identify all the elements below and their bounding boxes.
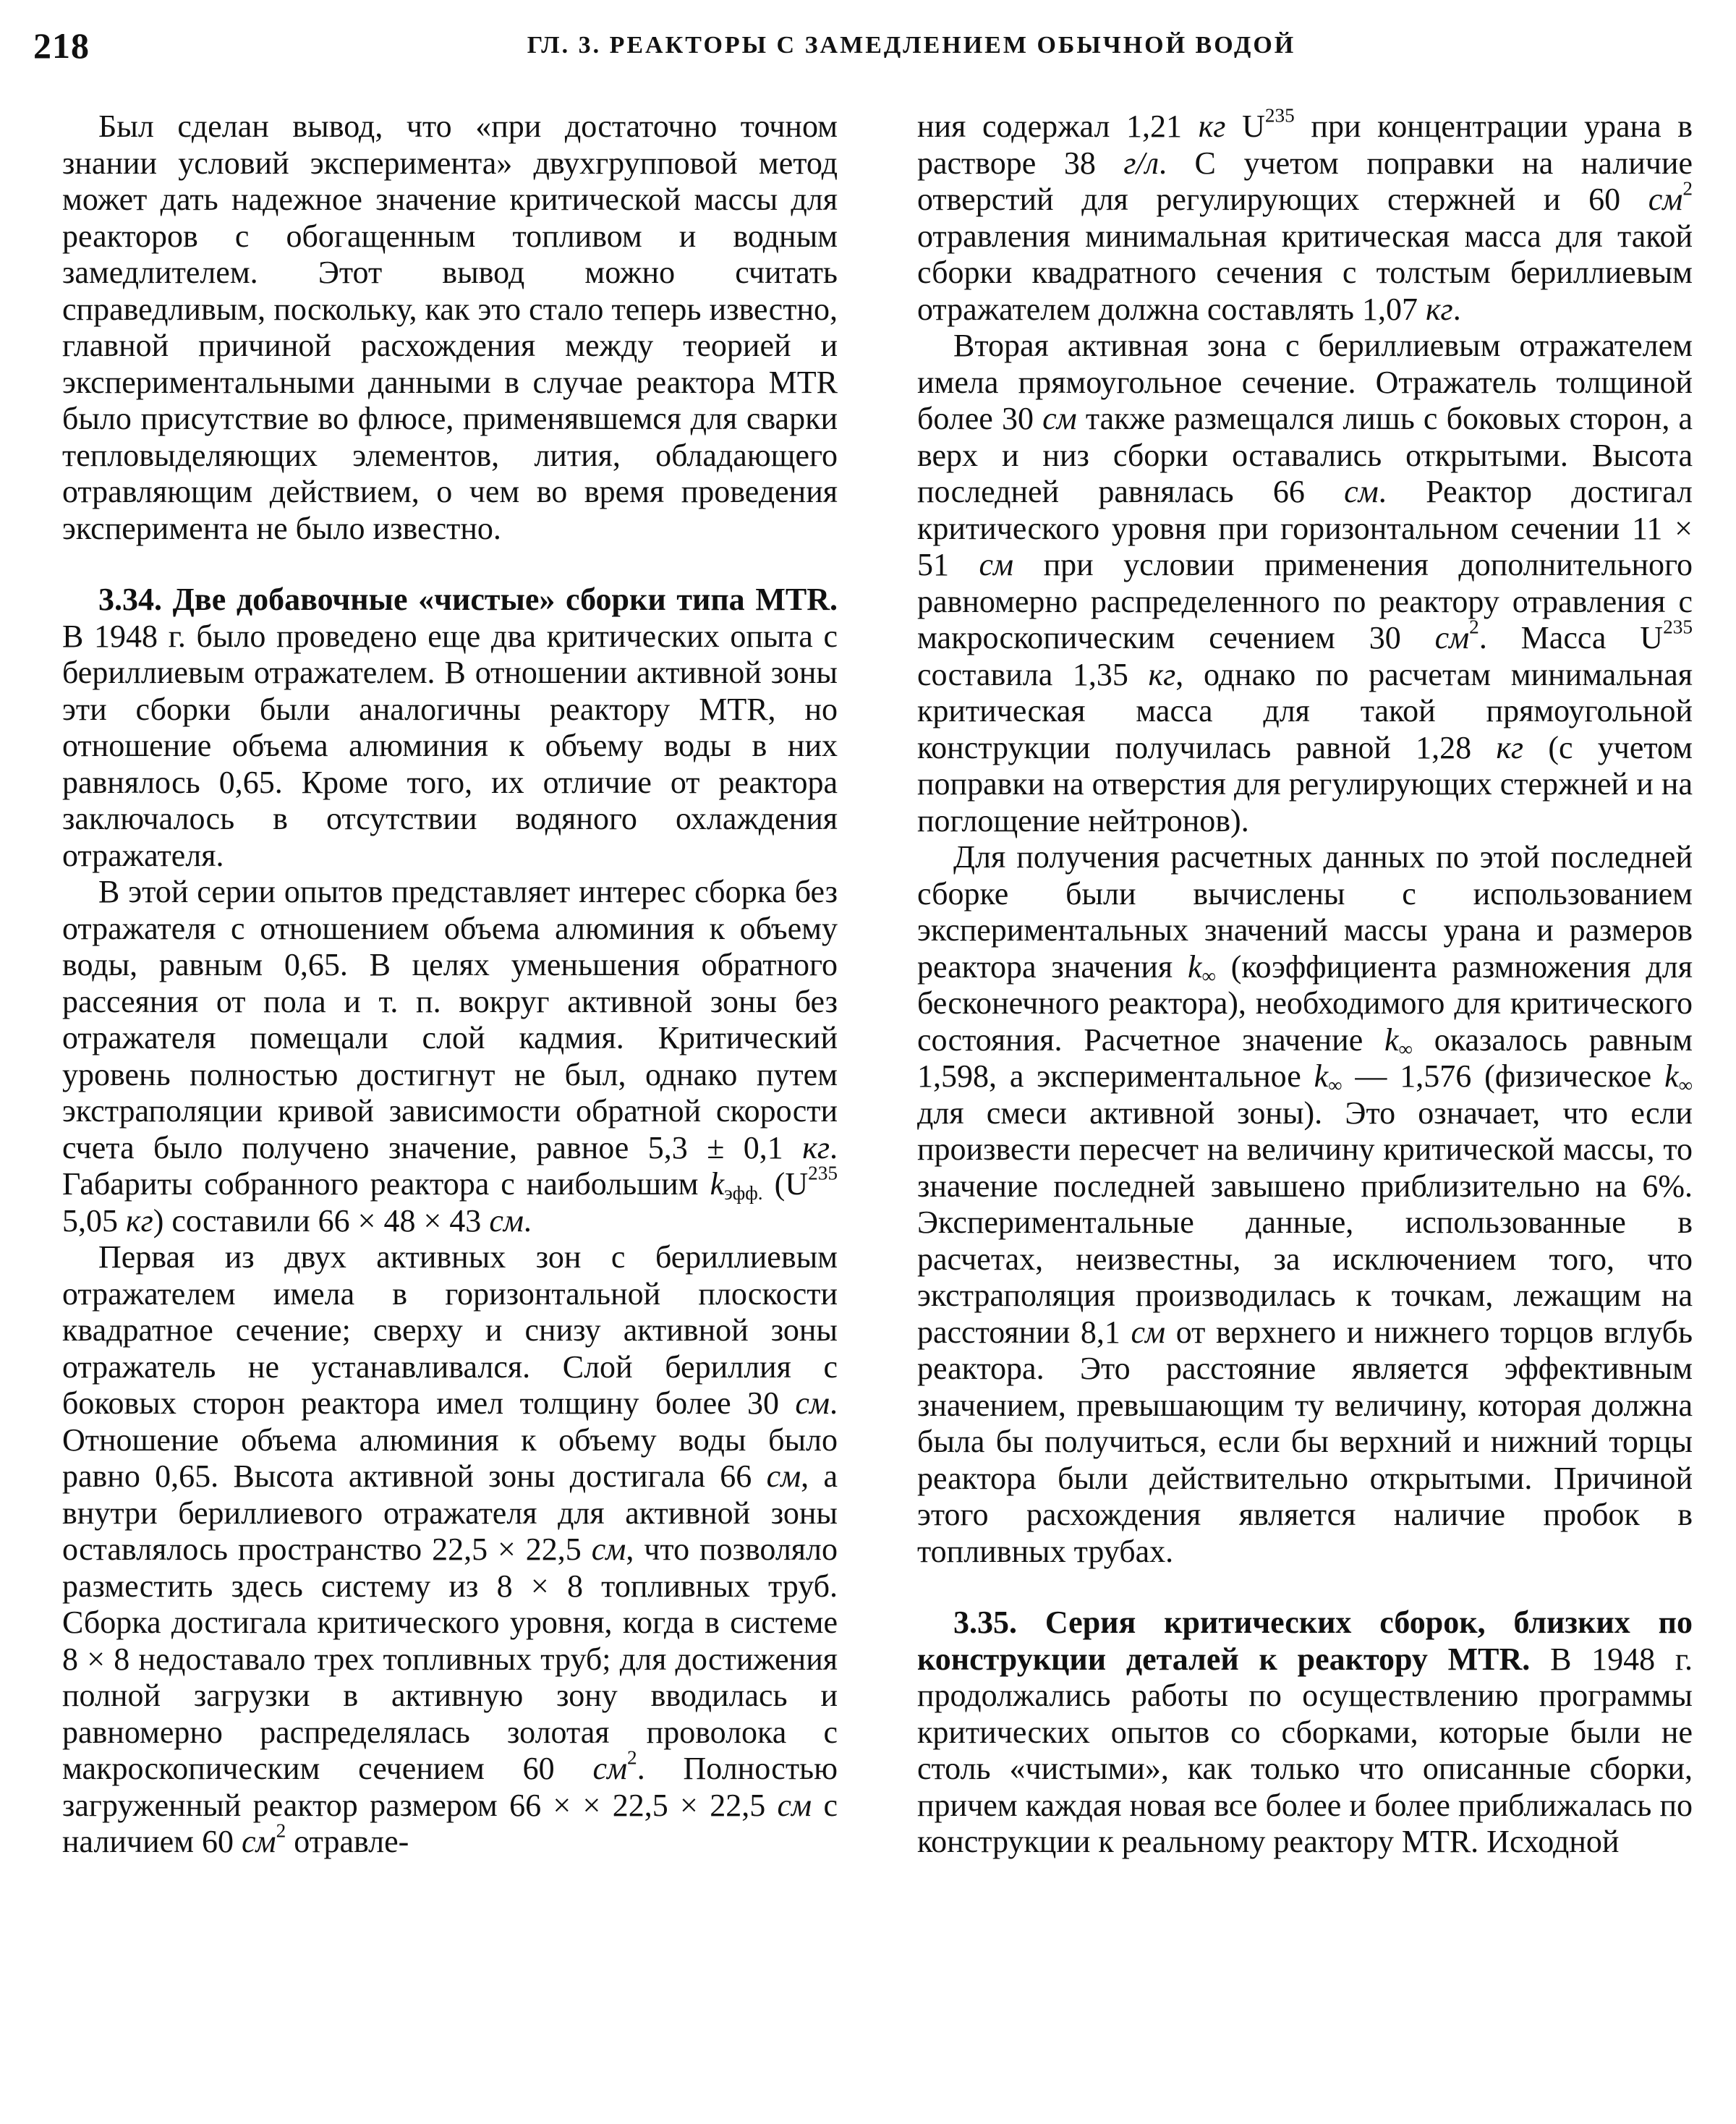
running-head: ГЛ. 3. РЕАКТОРЫ С ЗАМЕДЛЕНИЕМ ОБЫЧНОЙ ВОДОЙ bbox=[527, 32, 1296, 59]
page-number: 218 bbox=[33, 25, 90, 66]
right-column bbox=[917, 104, 1693, 1861]
section-3-34-heading: 3.34. Две добавочные «чистые» сборки типа MTR. bbox=[98, 582, 838, 617]
section-3-35 bbox=[917, 1605, 1693, 1861]
section-3-35-text: В 1948 г. продолжались работы по осуществлению программы критических опытов со сборками, которые были не столь «чистыми», как только что описанные сборки, причем каждая новая все более и более приближалась по конструкции к реальному реактору MTR. Исходной bbox=[917, 1641, 1693, 1859]
paragraph-calculations: Для получения расчетных данных по этой последней сборке были вычислены с использованием экспериментальных значений массы урана и размеров реактора значения $k_\infty$ (коэффициента размножения для бесконечного реактора), необходимого для критического состояния. Расчетное значение $k_\infty$ оказалось равным 1,598, а экспериментальное $k_\infty$ — 1,576 (физическое $k_\infty$ для смеси активной зоны). Это означает, что если произвести пересчет на величину критической массы, то значение последней завышено приблизительно на 6%. Экспериментальные данные, использованные в расчетах, неизвестны, за исключением того, что экстраполяция производилась к точкам, лежащим на расстоянии 8,1 см от верхнего и нижнего торцов вглубь реактора. Это расстояние является эффективным значением, превышающим ту величину, которая должна была бы получиться, если бы верхний и нижний торцы реактора были действительно открытыми. Причиной этого расхождения является наличие пробок в топливных трубах. bbox=[917, 839, 1693, 1569]
paragraph-conclusion: Был сделан вывод, что «при достаточно точном знании условий эксперимента» двухгрупповой метод может дать надежное значение критической массы для реакторов с обогащенным топливом и водным замедлителем. Этот вывод можно считать справедливым, поскольку, как это стало теперь известно, главной причиной расхождения между теорией и экспериментальными данными в случае реактора MTR было присутствие во флюсе, применявшемся для сварки тепловыделяющих элементов, лития, обладающего отравляющим действием, о чем во время проведения эксперимента не было известно. bbox=[62, 109, 838, 546]
section-3-34-text: В 1948 г. было проведено еще два критических опыта с бериллиевым отражателем. В отношении активной зоны эти сборки были аналогичны реактору MTR, но отношение объема алюминия к объему воды в них равнялось 0,65. Кроме того, их отличие от реактора заключалось в отсутствии водяного охлаждения отражателя. bbox=[62, 618, 838, 873]
paragraph-second-core: Вторая активная зона с бериллиевым отражателем имела прямоугольное сечение. Отражатель толщиной более 30 см также размещался лишь с боковых сторон, а верх и низ сборки оставались открытыми. Высота последней равнялась 66 см. Реактор достигал критического уровня при горизонтальном сечении 11 × 51 см при условии применения дополнительного равномерно распределенного по реактору отравления с макроскопическим сечением 30 $см^2$. Масса $U^{235}$ составила 1,35 кг, однако по расчетам минимальная критическая масса для такой прямоугольной конструкции получилась равной 1,28 кг (с учетом поправки на отверстия для регулирующих стержней и на поглощение нейтронов). bbox=[917, 328, 1693, 838]
section-3-34 bbox=[62, 582, 838, 874]
paragraph-bare-assembly: В этой серии опытов представляет интерес сборка без отражателя с отношением объема алюминия к объему воды, равным 0,65. В целях уменьшения обратного рассеяния от пола и т. п. вокруг активной зоны без отражателя помещали слой кадмия. Критический уровень полностью достигнут не был, однако путем экстраполяции кривой зависимости обратной скорости счета было получено значение, равное 5,3 ± 0,1 кг. Габариты собранного реактора с наибольшим $k_{эфф.}$ ($U^{235}$ 5,05 кг) составили 66 × 48 × 43 см. bbox=[62, 874, 838, 1239]
section-3-35-heading: 3.35. Серия критических сборок, близких по конструкции деталей к реактору MTR. bbox=[917, 1605, 1693, 1677]
left-column bbox=[62, 109, 838, 1861]
page-header bbox=[33, 25, 1703, 68]
paragraph-first-core-continued: ния содержал 1,21 кг $U^{235}$ при концентрации урана в растворе 38 г/л. С учетом поправки на наличие отверстий для регулирующих стержней и 60 $см^2$ отравления минимальная критическая масса для такой сборки квадратного сечения с толстым бериллиевым отражателем должна составлять 1,07 кг. bbox=[917, 104, 1693, 327]
paragraph-first-core: Первая из двух активных зон с бериллиевым отражателем имела в горизонтальной плоскости квадратное сечение; сверху и снизу активной зоны отражатель не устанавливался. Слой бериллия с боковых сторон реактора имел толщину более 30 см. Отношение объема алюминия к объему воды было равно 0,65. Высота активной зоны достигала 66 см, а внутри бериллиевого отражателя для активной зоны оставлялось пространство 22,5 × 22,5 см, что позволяло разместить здесь систему из 8 × 8 топливных труб. Сборка достигала критического уровня, когда в системе 8 × 8 недоставало трех топливных труб; для достижения полной загрузки в активную зону вводилась и равномерно распределялась золотая проволока с макроскопическим сечением 60 $см^2$. Полностью загруженный реактор размером 66 × × 22,5 × 22,5 см с наличием 60 $см^2$ отравле- bbox=[62, 1239, 838, 1859]
